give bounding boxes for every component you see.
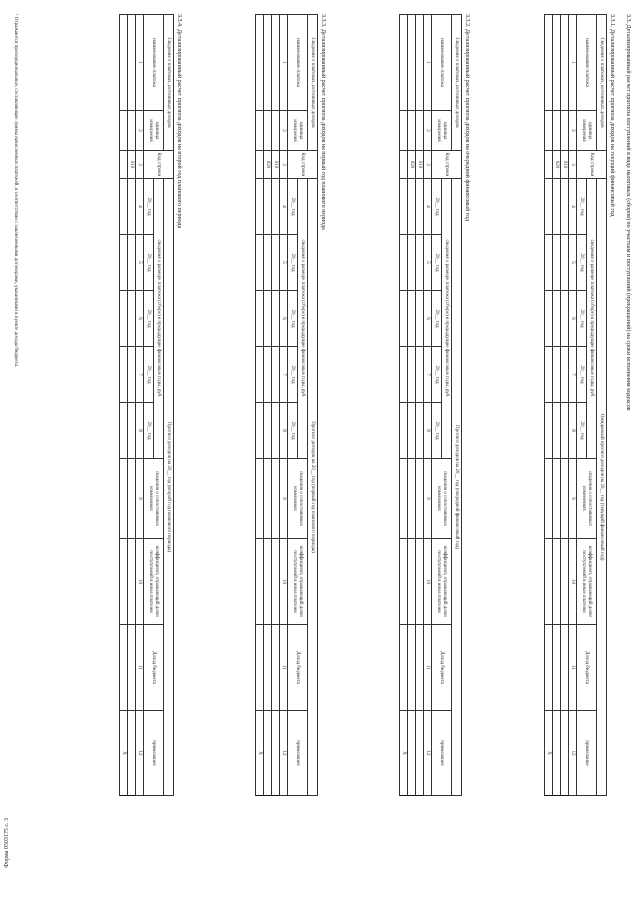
table-cell <box>416 15 424 111</box>
unit-header: единица измерения <box>288 111 308 151</box>
table-cell <box>408 15 416 111</box>
column-number: 12 <box>424 711 432 796</box>
budget-income-header: Доход бюджета <box>144 625 164 711</box>
table-cell <box>272 539 280 625</box>
summary-row <box>400 15 408 796</box>
amounts-group-header: сведения о размере платежа (сборе) в предыдущие финансовые годы, руб. <box>298 179 308 459</box>
table-cell <box>400 151 408 179</box>
table-cell <box>256 111 264 151</box>
table-cell <box>545 539 553 625</box>
footnote: ¹ Отражаются пропорциональные, составляющие суммы начисленных платежей, в соответствии с заключенными договорами, указанными в пункте дохода бюджета. <box>13 14 18 368</box>
column-number: 12 <box>280 711 288 796</box>
column-number: 4 <box>136 179 144 235</box>
table-cell <box>545 625 553 711</box>
table-row <box>272 15 280 796</box>
year-5-header: 20__ год <box>144 403 154 459</box>
table-cell <box>120 539 128 625</box>
column-number: 1 <box>280 15 288 111</box>
end-marker: X <box>400 711 408 796</box>
note-header: примечание <box>432 711 452 796</box>
table-cell <box>545 111 553 151</box>
table-cell <box>264 179 272 235</box>
table-cell <box>561 459 569 539</box>
table-cell <box>128 711 136 796</box>
year-3-header: 20__ год <box>432 291 442 347</box>
coefficient-header: коэффициент, отражающий долю поступлений в иные платежи <box>144 539 164 625</box>
table-cell <box>120 403 128 459</box>
unit-header: единица измерения <box>432 111 452 151</box>
year-1-header: 20__ год <box>432 179 442 235</box>
column-number: 12 <box>569 711 577 796</box>
column-number: 10 <box>569 539 577 625</box>
column-number: 12 <box>136 711 144 796</box>
table-cell <box>553 347 561 403</box>
table-title: 3.3.1. Детализированный расчет прогноза доходов на текущий финансовый год <box>609 14 615 217</box>
column-number: 10 <box>136 539 144 625</box>
source-info-header: Сведения о платежах, источниках доходов <box>308 15 318 151</box>
table-cell <box>545 403 553 459</box>
table-cell <box>128 403 136 459</box>
column-number: 8 <box>424 403 432 459</box>
table-cell <box>120 291 128 347</box>
amounts-group-header: сведения о размере платежа (сборе) в предыдущие финансовые годы, руб. <box>442 179 452 459</box>
amounts-group-header: сведения о размере платежа (сборе) в предыдущие финансовые годы, руб. <box>587 179 597 459</box>
table-cell <box>128 111 136 151</box>
table-cell <box>561 539 569 625</box>
column-number: 8 <box>136 403 144 459</box>
table-cell <box>272 15 280 111</box>
form-reference: Форма 0503175 с. 3 <box>4 818 10 868</box>
column-number: 4 <box>569 179 577 235</box>
amounts-group-header: сведения о размере платежа (сборе) в предыдущие финансовые годы, руб. <box>154 179 164 459</box>
comparable-changes-header: сведения о сопоставимых изменениях <box>432 459 452 539</box>
column-number: 11 <box>424 625 432 711</box>
coefficient-header: коэффициент, отражающий долю поступлений в иные платежи <box>577 539 597 625</box>
column-number: 5 <box>424 235 432 291</box>
payment-name-header: наименование платежа <box>577 15 597 111</box>
table-cell <box>256 347 264 403</box>
column-number: 7 <box>136 347 144 403</box>
column-number: 2 <box>280 111 288 151</box>
column-number: 2 <box>136 111 144 151</box>
table-title: 3.3.2. Детализированный расчет прогноза доходов на очередной финансовый год <box>464 14 470 221</box>
end-marker: X <box>120 711 128 796</box>
table-cell <box>400 625 408 711</box>
column-number: 3 <box>280 151 288 179</box>
column-number: 7 <box>424 347 432 403</box>
forecast-header: Прогноз доходов на 20__ год (второй год планового периода) <box>164 179 174 796</box>
end-marker: X <box>256 711 264 796</box>
table-cell <box>264 625 272 711</box>
table-cell <box>561 15 569 111</box>
table-cell <box>561 179 569 235</box>
table-row <box>128 15 136 796</box>
table-cell <box>416 347 424 403</box>
table-cell <box>553 459 561 539</box>
table-cell <box>120 111 128 151</box>
forecast-table <box>399 14 462 795</box>
year-1-header: 20__ год <box>288 179 298 235</box>
column-number: 2 <box>569 111 577 151</box>
table-cell <box>545 291 553 347</box>
column-number: 5 <box>569 235 577 291</box>
table-cell <box>272 111 280 151</box>
line-code: 020 <box>553 151 561 179</box>
table-cell <box>400 111 408 151</box>
year-4-header: 20__ год <box>577 347 587 403</box>
table-cell <box>120 15 128 111</box>
table-cell <box>264 539 272 625</box>
forecast-header: Прогноз доходов на 20__ год (первый год планового периода) <box>308 179 318 796</box>
year-2-header: 20__ год <box>144 235 154 291</box>
table-cell <box>256 235 264 291</box>
table-cell <box>416 111 424 151</box>
year-1-header: 20__ год <box>144 179 154 235</box>
budget-income-header: Доход бюджета <box>288 625 308 711</box>
comparable-changes-header: сведения о сопоставимых изменениях <box>288 459 308 539</box>
column-number: 11 <box>136 625 144 711</box>
note-header: примечание <box>577 711 597 796</box>
column-number-row <box>136 15 144 796</box>
table-cell <box>128 179 136 235</box>
budget-income-header: Доход бюджета <box>432 625 452 711</box>
table-cell <box>264 111 272 151</box>
forecast-table <box>119 14 174 795</box>
table-cell <box>272 711 280 796</box>
table-cell <box>553 403 561 459</box>
column-number: 5 <box>136 235 144 291</box>
table-cell <box>408 179 416 235</box>
table-cell <box>553 235 561 291</box>
table-cell <box>272 459 280 539</box>
payment-name-header: наименование платежа <box>432 15 452 111</box>
line-code: 010 <box>272 151 280 179</box>
table-cell <box>416 179 424 235</box>
unit-header: единица измерения <box>144 111 164 151</box>
column-number: 10 <box>280 539 288 625</box>
section-title: 3.3. Детализированный расчет прогноза поступлений в виде налоговых (сборов) по участкам и поступлений (прекращений) на сроки исполнения кодексов <box>625 14 631 411</box>
column-number: 4 <box>280 179 288 235</box>
table-cell <box>408 403 416 459</box>
summary-row <box>120 15 128 796</box>
line-code: 010 <box>128 151 136 179</box>
table-cell <box>545 151 553 179</box>
line-code: 020 <box>264 151 272 179</box>
column-number: 9 <box>424 459 432 539</box>
table-cell <box>553 711 561 796</box>
year-2-header: 20__ год <box>577 235 587 291</box>
year-5-header: 20__ год <box>432 403 442 459</box>
table-cell <box>120 235 128 291</box>
table-cell <box>416 291 424 347</box>
summary-row <box>545 15 553 796</box>
table-cell <box>561 235 569 291</box>
year-3-header: 20__ год <box>577 291 587 347</box>
table-cell <box>256 151 264 179</box>
table-row <box>416 15 424 796</box>
table-cell <box>416 403 424 459</box>
column-number: 7 <box>280 347 288 403</box>
table-title: 3.3.4. Детализированный расчет прогноза доходов на второй год планового периода <box>176 14 182 229</box>
code-header: Код строки <box>288 151 318 179</box>
year-2-header: 20__ год <box>288 235 298 291</box>
column-number-row <box>569 15 577 796</box>
column-number: 6 <box>280 291 288 347</box>
table-cell <box>120 347 128 403</box>
source-info-header: Сведения о платежах, источниках доходов <box>164 15 174 151</box>
table-cell <box>256 403 264 459</box>
table-cell <box>128 459 136 539</box>
code-header: Код строки <box>432 151 462 179</box>
table-cell <box>545 235 553 291</box>
table-cell <box>128 625 136 711</box>
note-header: примечание <box>288 711 308 796</box>
column-number: 9 <box>569 459 577 539</box>
column-number: 2 <box>424 111 432 151</box>
table-cell <box>545 15 553 111</box>
column-number: 9 <box>280 459 288 539</box>
table-cell <box>561 625 569 711</box>
table-cell <box>400 539 408 625</box>
table-cell <box>561 711 569 796</box>
column-number: 6 <box>569 291 577 347</box>
table-cell <box>272 235 280 291</box>
table-cell <box>120 459 128 539</box>
table-cell <box>561 403 569 459</box>
column-number: 4 <box>424 179 432 235</box>
table-cell <box>400 235 408 291</box>
table-cell <box>120 179 128 235</box>
table-cell <box>400 15 408 111</box>
table-cell <box>256 291 264 347</box>
table-cell <box>553 539 561 625</box>
table-cell <box>272 347 280 403</box>
table-cell <box>264 403 272 459</box>
column-number: 10 <box>424 539 432 625</box>
column-number: 3 <box>136 151 144 179</box>
table-cell <box>264 15 272 111</box>
column-number: 9 <box>136 459 144 539</box>
coefficient-header: коэффициент, отражающий долю поступлений в иные платежи <box>432 539 452 625</box>
table-cell <box>408 347 416 403</box>
table-cell <box>400 347 408 403</box>
code-header: Код строки <box>577 151 607 179</box>
table-cell <box>408 625 416 711</box>
table-cell <box>128 347 136 403</box>
table-cell <box>416 539 424 625</box>
column-number-row <box>424 15 432 796</box>
line-code: 020 <box>408 151 416 179</box>
budget-income-header: Доход бюджета <box>577 625 597 711</box>
table-title: 3.3.3. Детализированный расчет прогноза доходов на первый год планового периода <box>320 14 326 230</box>
table-row <box>561 15 569 796</box>
table-cell <box>272 291 280 347</box>
table-cell <box>264 291 272 347</box>
source-info-header: Сведения о платежах, источниках доходов <box>597 15 607 151</box>
year-4-header: 20__ год <box>144 347 154 403</box>
year-5-header: 20__ год <box>577 403 587 459</box>
source-info-header: Сведения о платежах, источниках доходов <box>452 15 462 151</box>
table-cell <box>272 403 280 459</box>
column-number: 11 <box>280 625 288 711</box>
table-cell <box>553 291 561 347</box>
table-cell <box>264 711 272 796</box>
table-cell <box>264 459 272 539</box>
forecast-header: Ожидаемый прогноз доходов на 20__ год (текущий финансовый год) <box>597 179 607 796</box>
year-1-header: 20__ год <box>577 179 587 235</box>
table-cell <box>553 625 561 711</box>
coefficient-header: коэффициент, отражающий долю поступлений в иные платежи <box>288 539 308 625</box>
table-cell <box>128 539 136 625</box>
unit-header: единица измерения <box>577 111 597 151</box>
table-cell <box>553 111 561 151</box>
forecast-table <box>255 14 318 795</box>
column-number: 6 <box>424 291 432 347</box>
forecast-header: Прогноз доходов на 20__ год (очередной финансовый год) <box>452 179 462 796</box>
table-cell <box>256 179 264 235</box>
table-cell <box>416 459 424 539</box>
column-number-row <box>280 15 288 796</box>
line-code: 010 <box>416 151 424 179</box>
table-cell <box>256 459 264 539</box>
column-number: 7 <box>569 347 577 403</box>
year-4-header: 20__ год <box>288 347 298 403</box>
table-cell <box>408 111 416 151</box>
column-number: 1 <box>136 15 144 111</box>
line-code: 010 <box>561 151 569 179</box>
table-cell <box>272 179 280 235</box>
column-number: 8 <box>280 403 288 459</box>
year-3-header: 20__ год <box>288 291 298 347</box>
payment-name-header: наименование платежа <box>288 15 308 111</box>
table-cell <box>408 711 416 796</box>
year-4-header: 20__ год <box>432 347 442 403</box>
year-3-header: 20__ год <box>144 291 154 347</box>
table-cell <box>256 15 264 111</box>
table-cell <box>400 179 408 235</box>
table-cell <box>272 625 280 711</box>
table-cell <box>408 539 416 625</box>
column-number: 3 <box>424 151 432 179</box>
table-cell <box>400 291 408 347</box>
table-cell <box>128 15 136 111</box>
table-row <box>264 15 272 796</box>
table-cell <box>545 179 553 235</box>
table-cell <box>408 291 416 347</box>
table-cell <box>264 235 272 291</box>
column-number: 1 <box>569 15 577 111</box>
year-5-header: 20__ год <box>288 403 298 459</box>
column-number: 5 <box>280 235 288 291</box>
column-number: 11 <box>569 625 577 711</box>
table-cell <box>561 111 569 151</box>
table-row <box>553 15 561 796</box>
end-marker: X <box>545 711 553 796</box>
table-cell <box>553 179 561 235</box>
table-cell <box>256 625 264 711</box>
table-cell <box>120 625 128 711</box>
table-cell <box>561 347 569 403</box>
column-number: 6 <box>136 291 144 347</box>
table-cell <box>120 151 128 179</box>
comparable-changes-header: сведения о сопоставимых изменениях <box>577 459 597 539</box>
table-cell <box>545 347 553 403</box>
table-cell <box>256 539 264 625</box>
table-cell <box>408 459 416 539</box>
table-cell <box>128 235 136 291</box>
note-header: примечание <box>144 711 164 796</box>
forecast-table <box>544 14 607 795</box>
table-cell <box>408 235 416 291</box>
year-2-header: 20__ год <box>432 235 442 291</box>
column-number: 1 <box>424 15 432 111</box>
summary-row <box>256 15 264 796</box>
column-number: 8 <box>569 403 577 459</box>
code-header: Код строки <box>144 151 174 179</box>
table-cell <box>264 347 272 403</box>
table-cell <box>545 459 553 539</box>
column-number: 3 <box>569 151 577 179</box>
table-cell <box>416 711 424 796</box>
payment-name-header: наименование платежа <box>144 15 164 111</box>
table-cell <box>128 291 136 347</box>
table-cell <box>553 15 561 111</box>
table-cell <box>416 625 424 711</box>
table-cell <box>400 459 408 539</box>
table-cell <box>400 403 408 459</box>
table-row <box>408 15 416 796</box>
table-cell <box>416 235 424 291</box>
table-cell <box>561 291 569 347</box>
comparable-changes-header: сведения о сопоставимых изменениях <box>144 459 164 539</box>
